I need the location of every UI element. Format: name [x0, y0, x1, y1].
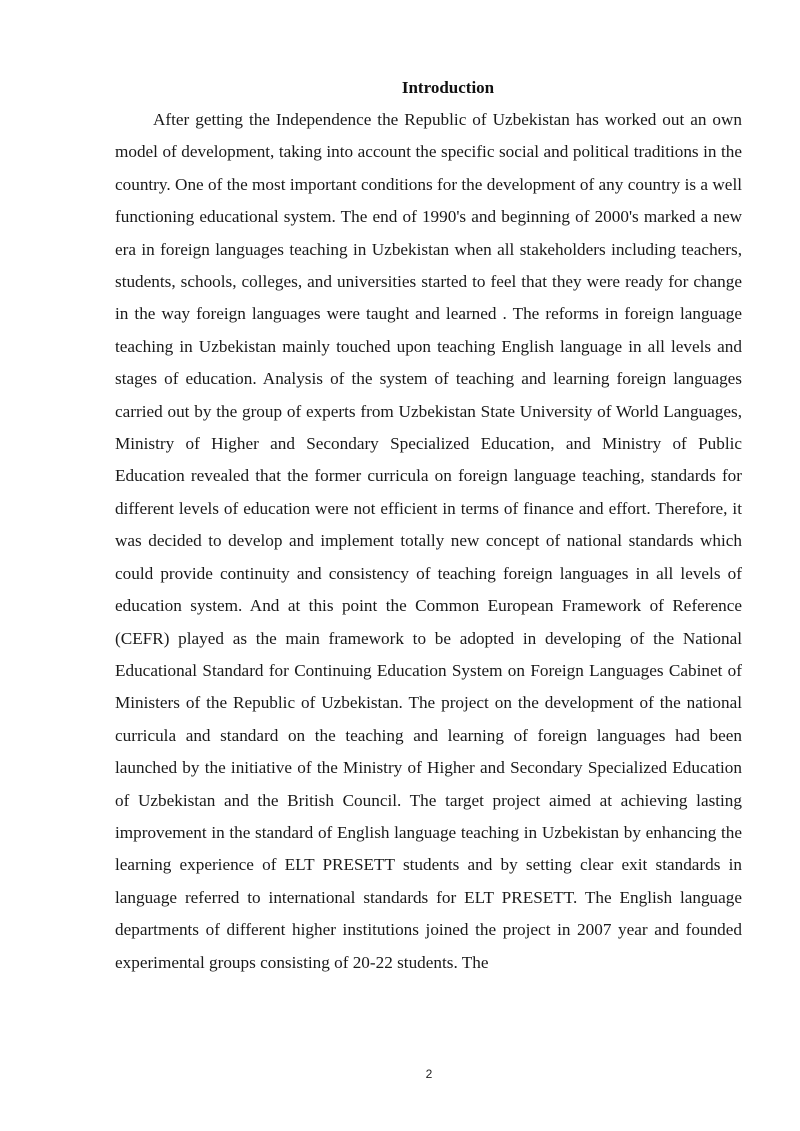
section-title: Introduction — [401, 78, 495, 97]
page-number: 2 — [425, 1067, 433, 1081]
body-paragraph: After getting the Independence the Republic of Uzbekistan has worked out an own model of development, taking into account the specific social and political traditions in the country. One of the most important conditions for the development of any country is a well functioning educational system. The end of 1990's and beginning of 2000's marked a new era in foreign languages teaching in Uzbekistan when all stakeholders including teachers, students, schools, colleges, and universities started to feel that they were ready for change in the way foreign languages were taught and learned . The reforms in foreign language teaching in Uzbekistan mainly touched upon teaching English language in all levels and stages of education. Analysis of the system of teaching and learning foreign languages carried out by the group of experts from Uzbekistan State University of World Languages, Ministry of Higher and Secondary Specialized Education, and Ministry of Public Education revealed that the former curricula on foreign language teaching, standards for different levels of education were not efficient in terms of finance and effort. Therefore, it was decided to develop and implement totally new concept of national standards which could provide continuity and consistency of teaching foreign languages in all levels of education system. And at this point the Common European Framework of Reference (CEFR) played as the main framework to be adopted in developing of the National Educational Standard for Continuing Education System on Foreign Languages Cabinet of Ministers of the Republic of Uzbekistan. The project on the development of the national curricula and standard on the teaching and learning of foreign languages had been launched by the initiative of the Ministry of Higher and Secondary Specialized Education of Uzbekistan and the British Council. The target project aimed at achieving lasting improvement in the standard of English language teaching in Uzbekistan by enhancing the learning experience of ELT PRESETT students and by setting clear exit standards in language referred to international standards for ELT PRESETT. The English language departments of different higher institutions joined the project in 2007 year and founded experimental groups consisting of 20-22 students. The — [115, 110, 742, 972]
